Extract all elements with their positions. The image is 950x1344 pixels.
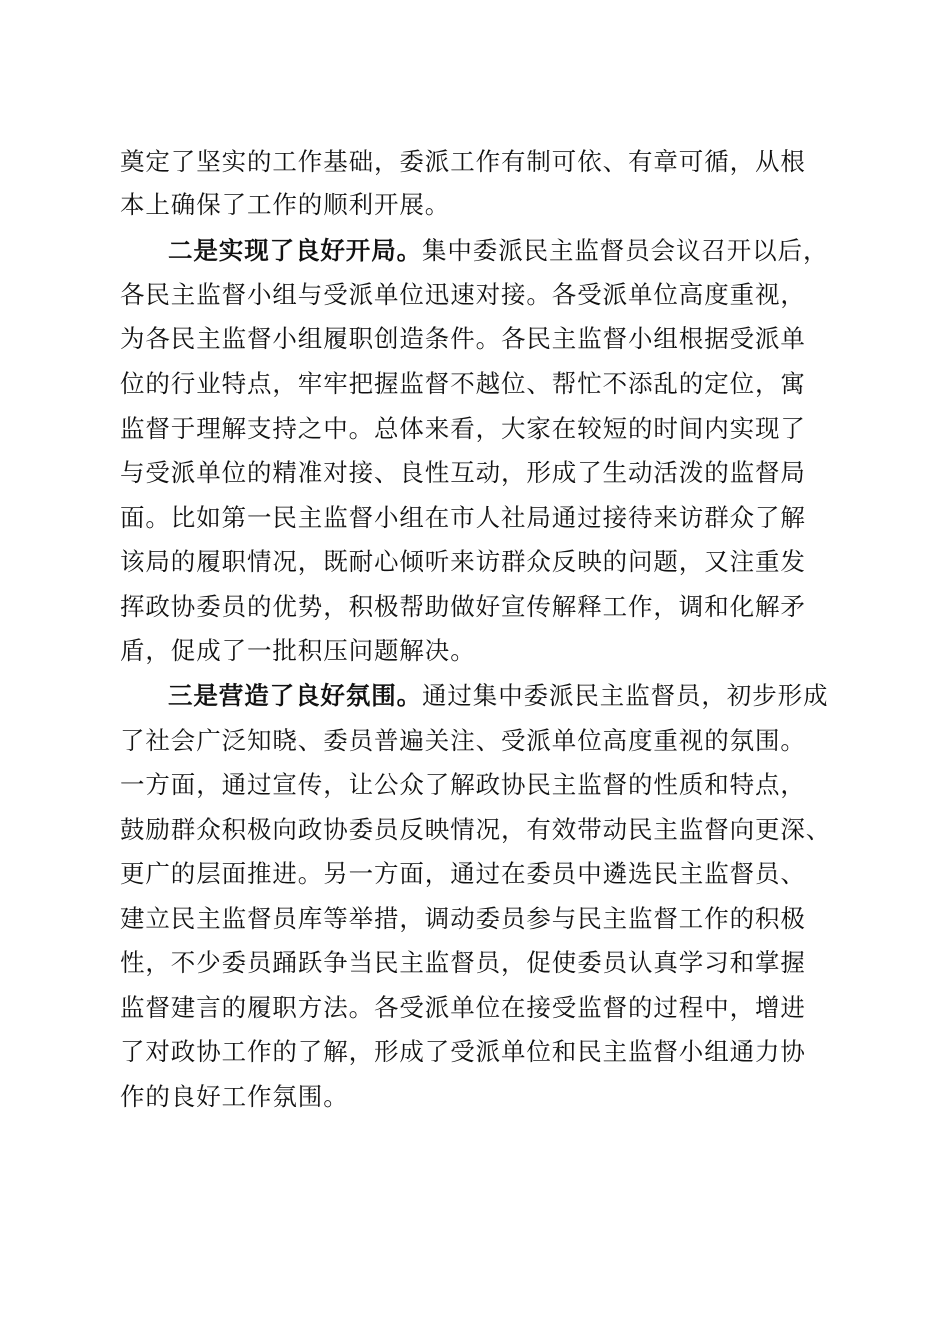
paragraph-2-line: 盾，促成了一批积压问题解决。 xyxy=(120,636,476,665)
paragraph-2-line: 挥政协委员的优势，积极帮助做好宣传解释工作，调和化解矛 xyxy=(120,592,806,621)
paragraph-2-line: 面。比如第一民主监督小组在市人社局通过接待来访群众了解 xyxy=(120,503,806,532)
paragraph-2-line: 该局的履职情况，既耐心倾听来访群众反映的问题，又注重发 xyxy=(120,547,806,576)
paragraph-3-line: 鼓励群众积极向政协委员反映情况，有效带动民主监督向更深、 xyxy=(120,815,832,844)
paragraph-3-line: 一方面，通过宣传，让公众了解政协民主监督的性质和特点， xyxy=(120,770,806,799)
paragraph-3-line: 了对政协工作的了解，形成了受派单位和民主监督小组通力协 xyxy=(120,1037,806,1066)
paragraph-1-line-2: 本上确保了工作的顺利开展。 xyxy=(120,190,451,219)
paragraph-3-line: 了社会广泛知晓、委员普遍关注、受派单位高度重视的氛围。 xyxy=(120,726,806,755)
paragraph-2-line: 位的行业特点，牢牢把握监督不越位、帮忙不添乱的定位，寓 xyxy=(120,369,806,398)
paragraph-2-line: 与受派单位的精准对接、良性互动，形成了生动活泼的监督局 xyxy=(120,458,806,487)
paragraph-3-first-line-rest: 通过集中委派民主监督员，初步形成 xyxy=(422,681,829,710)
paragraph-2-first-line xyxy=(168,236,829,265)
paragraph-2-first-line-rest: 集中委派民主监督员会议召开以后， xyxy=(422,236,829,265)
paragraph-2-line: 各民主监督小组与受派单位迅速对接。各受派单位高度重视， xyxy=(120,280,806,309)
paragraph-3-first-line xyxy=(168,681,829,710)
paragraph-3-line: 更广的层面推进。另一方面，通过在委员中遴选民主监督员、 xyxy=(120,859,806,888)
paragraph-3-line: 监督建言的履职方法。各受派单位在接受监督的过程中，增进 xyxy=(120,993,806,1022)
paragraph-3-line: 建立民主监督员库等举措，调动委员参与民主监督工作的积极 xyxy=(120,904,806,933)
paragraph-3-line: 性，不少委员踊跃争当民主监督员，促使委员认真学习和掌握 xyxy=(120,948,806,977)
paragraph-2-lead: 二是实现了良好开局。 xyxy=(168,236,422,265)
paragraph-3-lead: 三是营造了良好氛围。 xyxy=(168,681,422,710)
paragraph-2-line: 为各民主监督小组履职创造条件。各民主监督小组根据受派单 xyxy=(120,324,806,353)
paragraph-3-line: 作的良好工作氛围。 xyxy=(120,1082,349,1111)
paragraph-1-line-1: 奠定了坚实的工作基础，委派工作有制可依、有章可循，从根 xyxy=(120,147,806,176)
paragraph-2-line: 监督于理解支持之中。总体来看，大家在较短的时间内实现了 xyxy=(120,414,806,443)
